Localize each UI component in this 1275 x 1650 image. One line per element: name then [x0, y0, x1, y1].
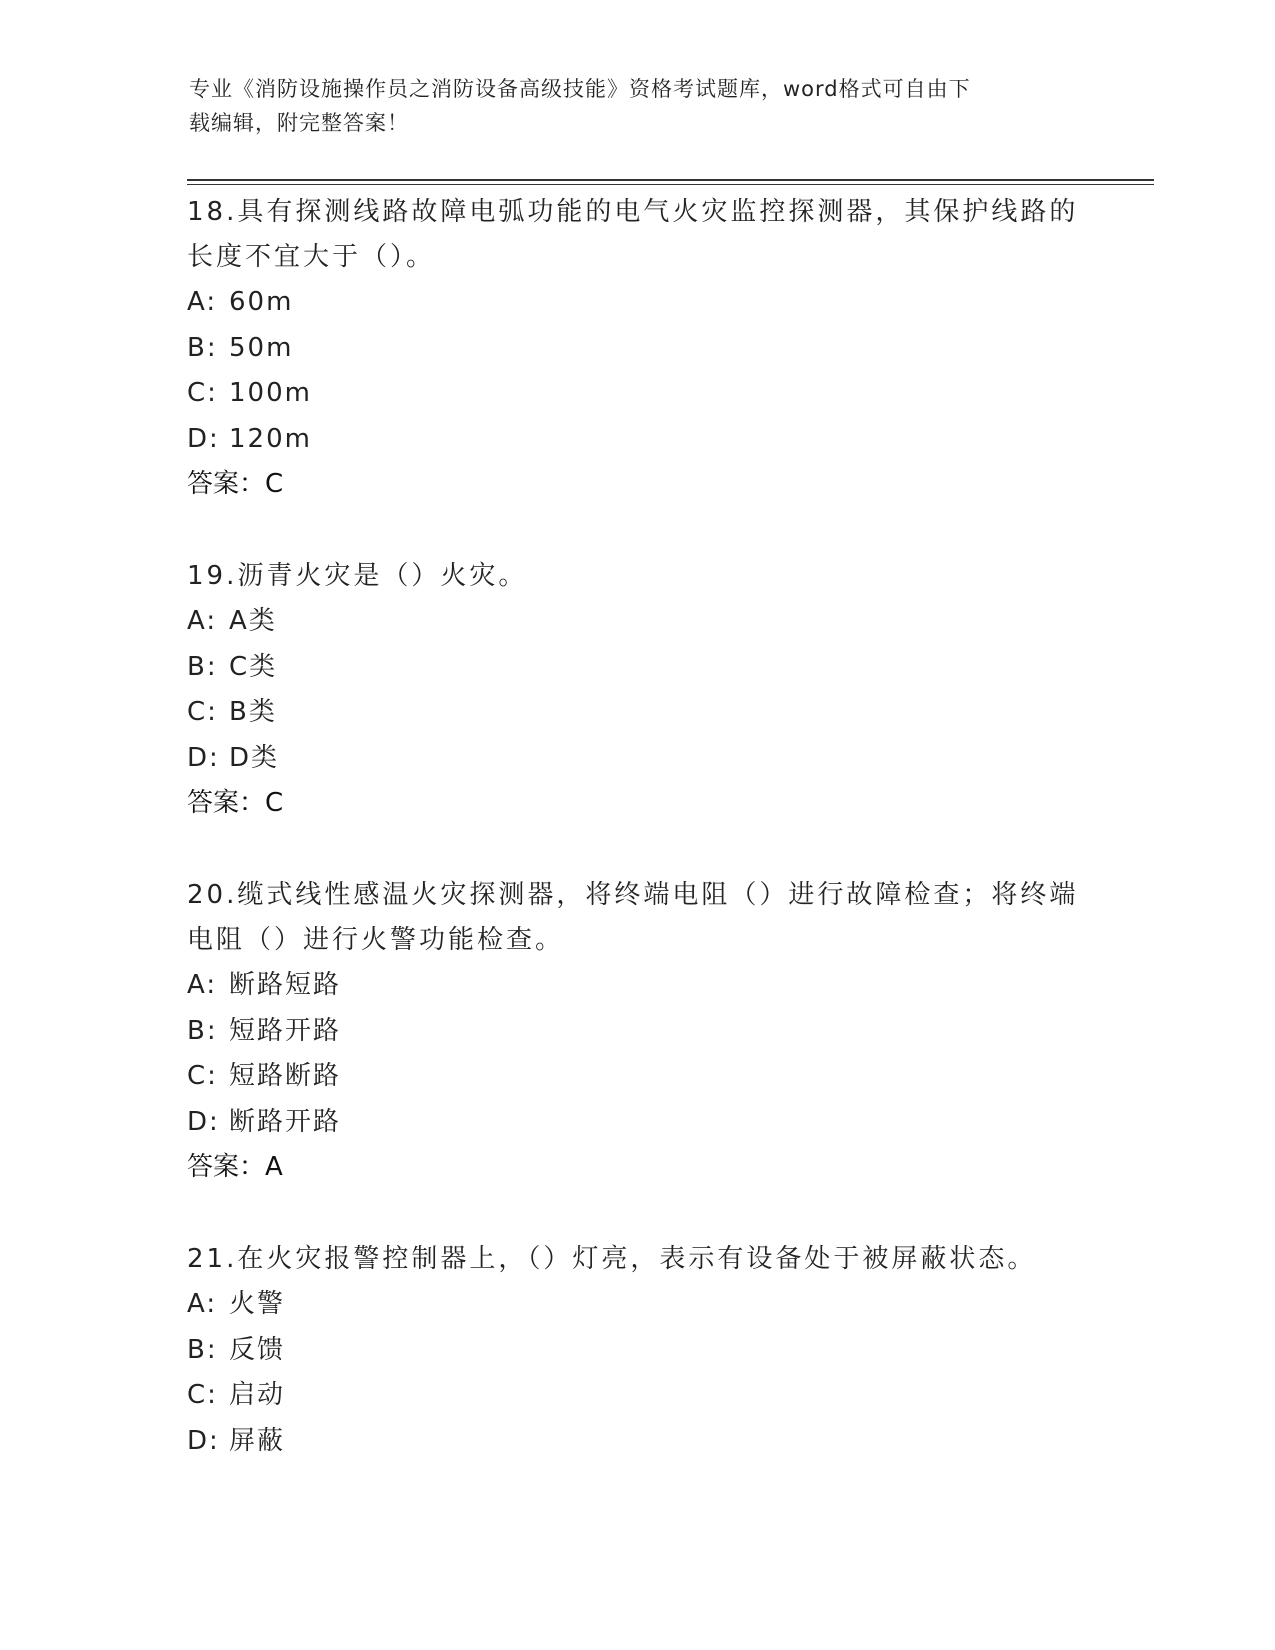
- option-b: [187, 326, 1087, 372]
- option-value: 火警: [229, 1289, 286, 1319]
- question-18: [187, 190, 1087, 507]
- option-key: B:: [187, 1334, 218, 1365]
- option-a: [187, 599, 1087, 645]
- option-d: [187, 736, 1087, 782]
- option-value: 短路开路: [229, 1015, 342, 1046]
- option-key: A:: [187, 606, 218, 636]
- option-b: [187, 1009, 1087, 1055]
- question-number: 19.: [187, 561, 238, 591]
- header-line-1: 专业《消防设施操作员之消防设备高级技能》资格考试题库，word格式可自由下: [189, 77, 971, 101]
- option-a: [187, 1282, 1087, 1328]
- option-key: C:: [187, 378, 218, 408]
- option-c: [187, 1373, 1087, 1419]
- question-number: 21.: [187, 1244, 238, 1274]
- option-value: 屏蔽: [229, 1425, 286, 1456]
- option-d: [187, 1100, 1087, 1146]
- question-number: 20.: [187, 880, 238, 910]
- option-key: C:: [187, 1061, 218, 1091]
- option-value: C类: [229, 651, 278, 682]
- option-value: D类: [229, 742, 280, 773]
- option-key: B:: [187, 651, 218, 682]
- option-value: 60m: [229, 287, 294, 317]
- document-header: [189, 72, 1069, 140]
- option-value: 断路短路: [229, 970, 342, 1000]
- option-a: [187, 280, 1087, 326]
- option-key: B:: [187, 332, 218, 363]
- question-text: [187, 873, 1087, 918]
- option-value: 短路断路: [229, 1061, 342, 1091]
- question-list: [187, 190, 1087, 1511]
- question-text-line-1: 在火灾报警控制器上，（）灯亮，表示有设备处于被屏蔽状态。: [237, 1244, 1037, 1274]
- question-text: [187, 190, 1087, 235]
- answer-line: 答案：C: [187, 788, 284, 818]
- option-key: B:: [187, 1015, 218, 1046]
- header-divider-thick: [187, 179, 1154, 181]
- option-c: [187, 690, 1087, 736]
- question-number: 18.: [187, 197, 238, 227]
- option-value: A类: [229, 606, 277, 636]
- question-text: [187, 554, 1087, 599]
- option-key: C:: [187, 1380, 218, 1410]
- option-key: C:: [187, 697, 218, 727]
- question-text-line-1: 沥青火灾是（）火灾。: [237, 561, 528, 591]
- question-text-line-1: 缆式线性感温火灾探测器，将终端电阻（）进行故障检查；将终端: [237, 880, 1079, 910]
- option-value: B类: [229, 697, 277, 727]
- option-value: 100m: [229, 378, 312, 408]
- option-value: 120m: [229, 423, 312, 454]
- question-text: [187, 1237, 1087, 1282]
- option-key: D:: [187, 1425, 220, 1456]
- option-value: 断路开路: [229, 1106, 342, 1137]
- question-20: [187, 873, 1087, 1190]
- option-b: [187, 645, 1087, 691]
- option-c: [187, 371, 1087, 417]
- option-value: 50m: [229, 332, 294, 363]
- option-key: D:: [187, 1106, 220, 1137]
- option-d: [187, 1419, 1087, 1465]
- option-key: A:: [187, 287, 218, 317]
- header-divider-thin: [187, 184, 1154, 185]
- answer-line: 答案：C: [187, 469, 284, 499]
- option-a: [187, 963, 1087, 1009]
- question-text-line-1: 具有探测线路故障电弧功能的电气火灾监控探测器，其保护线路的: [237, 197, 1079, 227]
- option-key: A:: [187, 1289, 218, 1319]
- option-c: [187, 1054, 1087, 1100]
- option-d: [187, 417, 1087, 463]
- question-21: [187, 1237, 1087, 1464]
- option-key: D:: [187, 742, 220, 773]
- option-b: [187, 1328, 1087, 1374]
- option-key: D:: [187, 423, 220, 454]
- answer-line: 答案：A: [187, 1152, 283, 1182]
- option-value: 启动: [229, 1380, 286, 1410]
- option-value: 反馈: [229, 1334, 286, 1365]
- question-text-line-2: 长度不宜大于（）。: [187, 242, 436, 272]
- header-line-2: 载编辑，附完整答案！: [189, 111, 409, 135]
- question-19: [187, 554, 1087, 826]
- question-text-line-2: 电阻（）进行火警功能检查。: [187, 925, 565, 955]
- option-key: A:: [187, 970, 218, 1000]
